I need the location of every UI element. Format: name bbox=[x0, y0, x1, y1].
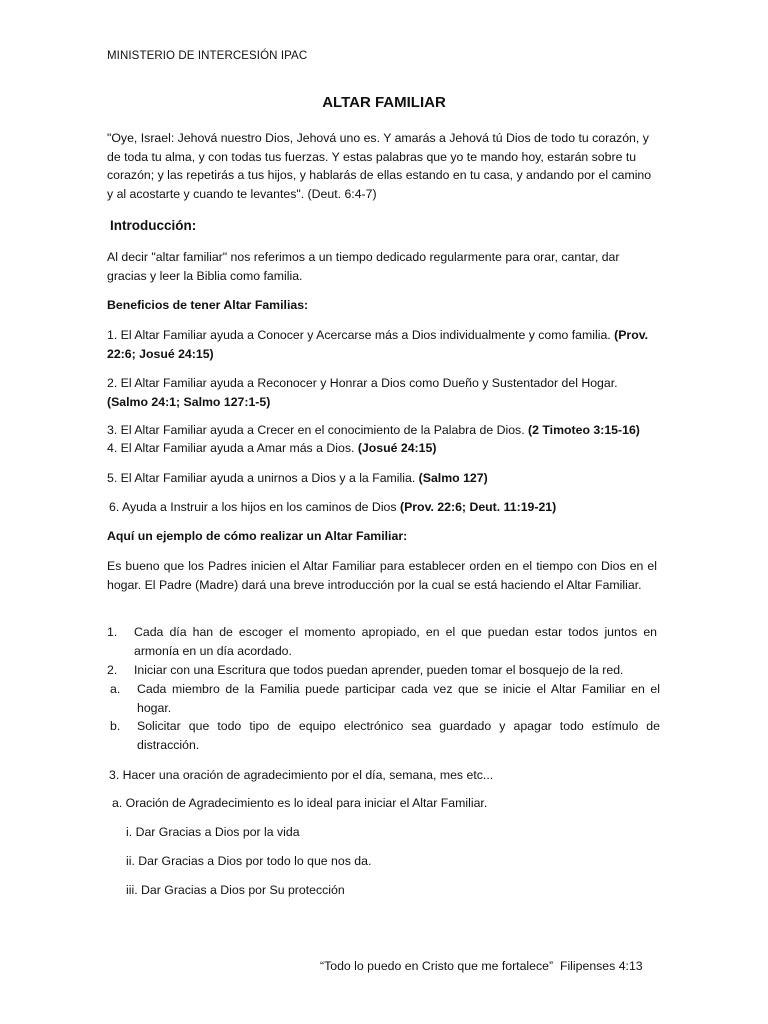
step-item bbox=[107, 623, 657, 660]
step-item bbox=[110, 717, 660, 754]
footer-quote-text: “Todo lo puedo en Cristo que me fortalece” bbox=[320, 959, 554, 974]
benefit-text: 3. El Altar Familiar ayuda a Crecer en el conocimiento de la Palabra de Dios. bbox=[107, 423, 525, 437]
benefit-reference: (Salmo 127) bbox=[418, 471, 488, 485]
step-text: Solicitar que todo tipo de equipo electrónico sea guardado y apagar todo estímulo de distracción. bbox=[137, 719, 660, 752]
step-text: Cada día han de escoger el momento apropiado, en el que puedan estar todos juntos en armonía en un día acordado. bbox=[134, 625, 657, 658]
benefit-reference: (Josué 24:15) bbox=[357, 441, 437, 455]
benefit-item bbox=[107, 469, 657, 488]
step-marker: b. bbox=[110, 719, 121, 733]
benefit-item bbox=[107, 374, 657, 411]
benefit-item bbox=[107, 326, 657, 363]
document-title: ALTAR FAMILIAR bbox=[322, 94, 446, 111]
benefit-reference: (Prov. 22:6; Deut. 11:19-21) bbox=[399, 500, 557, 514]
intro-heading: Introducción: bbox=[110, 218, 197, 233]
benefit-reference: (Salmo 24:1; Salmo 127:1-5) bbox=[107, 394, 271, 409]
step-marker: 2. bbox=[107, 663, 118, 677]
intro-paragraph: Al decir "altar familiar" nos referimos a un tiempo dedicado regularmente para orar, cantar, dar gracias y leer la Biblia como familia. bbox=[107, 250, 620, 283]
benefit-item bbox=[109, 498, 659, 517]
benefit-reference: (2 Timoteo 3:15-16) bbox=[528, 423, 640, 437]
step-item bbox=[107, 661, 657, 680]
benefit-text: 5. El Altar Familiar ayuda a unirnos a Dios y a la Familia. bbox=[107, 471, 416, 485]
benefit-text: 6. Ayuda a Instruir a los hijos en los caminos de Dios bbox=[109, 500, 397, 514]
benefit-text: 4. El Altar Familiar ayuda a Amar más a Dios. bbox=[107, 441, 355, 455]
example-paragraph: Es bueno que los Padres inicien el Altar Familiar para establecer orden en el tiempo con Dios en el hogar. El Padre (Madre) dará una breve introducción por la cual se está haciendo el Altar Familiar. bbox=[107, 559, 657, 592]
gratitude-item: iii. Dar Gracias a Dios por Su protección bbox=[126, 883, 345, 897]
example-heading: Aquí un ejemplo de cómo realizar un Altar Familiar: bbox=[107, 529, 408, 543]
step-three: 3. Hacer una oración de agradecimiento por el día, semana, mes etc... bbox=[109, 768, 494, 782]
footer-quote-reference: Filipenses 4:13 bbox=[559, 959, 643, 974]
benefit-text: 2. El Altar Familiar ayuda a Reconocer y Honrar a Dios como Dueño y Sustentador del Hogar. bbox=[107, 376, 618, 390]
step-text: Iniciar con una Escritura que todos puedan aprender, pueden tomar el bosquejo de la red. bbox=[134, 663, 624, 677]
benefit-item bbox=[107, 439, 657, 458]
benefit-item bbox=[107, 421, 657, 440]
step-marker: a. bbox=[110, 682, 121, 696]
step-item bbox=[110, 680, 660, 717]
benefit-text: 1. El Altar Familiar ayuda a Conocer y Acercarse más a Dios individualmente y como familia. bbox=[107, 328, 611, 342]
benefit-reference: (Prov. 22:6; Josué 24:15) bbox=[107, 328, 649, 361]
step-text: Cada miembro de la Familia puede participar cada vez que se inicie el Altar Familiar en el hogar. bbox=[137, 682, 660, 715]
footer-quote bbox=[320, 957, 643, 976]
gratitude-item: ii. Dar Gracias a Dios por todo lo que nos da. bbox=[126, 854, 372, 868]
opening-verse: "Oye, Israel: Jehová nuestro Dios, Jehová uno es. Y amarás a Jehová tú Dios de todo tu corazón, y de toda tu alma, y con todas tus fuerzas. Y estas palabras que yo te mando hoy, estarán sobre tu corazón; y las repetirás a tus hijos, y hablarás de ellas estando en tu casa, y andando por el camino y al acostarte y cuando te levantes". (Deut. 6:4-7) bbox=[107, 131, 652, 201]
benefits-heading: Beneficios de tener Altar Familias: bbox=[107, 298, 309, 312]
step-three-a: a. Oración de Agradecimiento es lo ideal para iniciar el Altar Familiar. bbox=[112, 796, 488, 810]
ministry-header: MINISTERIO DE INTERCESIÓN IPAC bbox=[107, 50, 308, 62]
step-marker: 1. bbox=[107, 625, 118, 639]
gratitude-item: i. Dar Gracias a Dios por la vida bbox=[126, 825, 300, 839]
